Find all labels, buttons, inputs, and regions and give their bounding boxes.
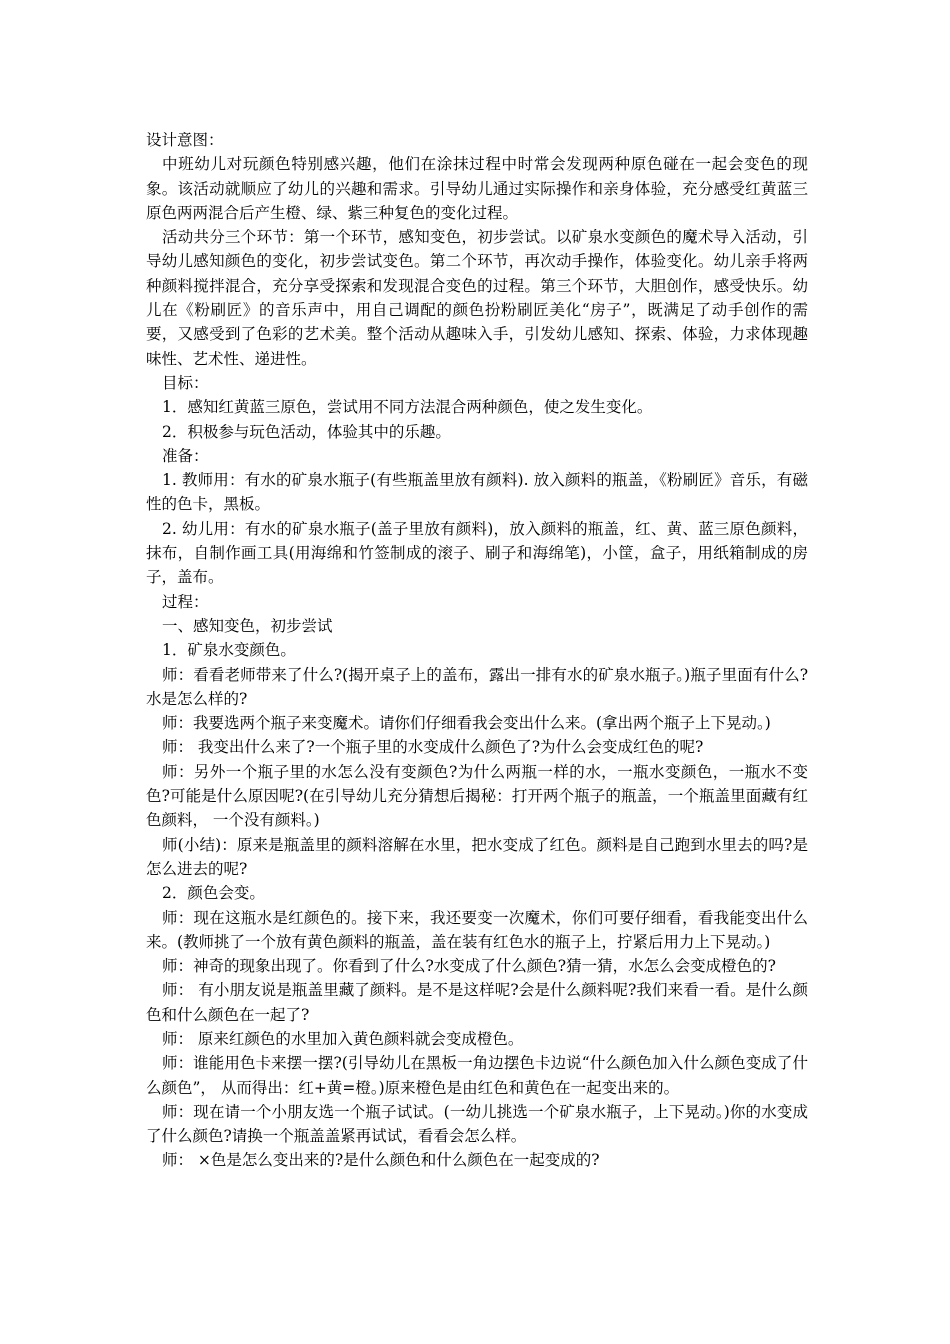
paragraph-goals-heading: 目标： bbox=[162, 373, 209, 392]
paragraph-design-intent-1: 中班幼儿对玩颜色特别感兴趣，他们在涂抹过程中时常会发现两种原色碰在一起会变色的现象。该活动就顺应了幼儿的兴趣和需求。引导幼儿通过实际操作和亲身体验，充分感受红黄蓝三原色两两混合后产生橙、绿、紫三种复色的变化过程。 bbox=[146, 155, 808, 222]
paragraph-dialogue-1: 师：看看老师带来了什么?(揭开桌子上的盖布，露出一排有水的矿泉水瓶子。)瓶子里面有什么?水是怎么样的? bbox=[146, 665, 808, 708]
paragraph-dialogue-4: 师：另外一个瓶子里的水怎么没有变颜色?为什么两瓶一样的水，一瓶水变颜色，一瓶水不变色?可能是什么原因呢?(在引导幼儿充分猜想后揭秘：打开两个瓶子的瓶盖，一个瓶盖里面藏有红色颜料， 一个没有颜料。) bbox=[146, 762, 808, 830]
paragraph-preparation-teacher: 1. 教师用：有水的矿泉水瓶子(有些瓶盖里放有颜料). 放入颜料的瓶盖，《粉刷匠》音乐，有磁性的色卡，黑板。 bbox=[146, 471, 808, 514]
paragraph-preparation-heading: 准备： bbox=[162, 446, 209, 465]
paragraph-step-2-heading: 2．颜色会变。 bbox=[162, 884, 265, 903]
paragraph-goal-2: 2．积极参与玩色活动，体验其中的乐趣。 bbox=[162, 422, 451, 441]
paragraph-dialogue-8: 师： 原来红颜色的水里加入黄色颜料就会变成橙色。 bbox=[162, 1029, 524, 1048]
paragraph-dialogue-10: 师：现在请一个小朋友选一个瓶子试试。(一幼儿挑选一个矿泉水瓶子，上下晃动。)你的水变成了什么颜色?请换一个瓶盖盖紧再试试，看看会怎么样。 bbox=[146, 1102, 808, 1146]
paragraph-dialogue-6: 师：神奇的现象出现了。你看到了什么?水变成了什么颜色?猜一猜，水怎么会变成橙色的? bbox=[162, 957, 776, 976]
paragraph-process-heading: 过程： bbox=[162, 592, 209, 611]
paragraph-step-1-heading: 1．矿泉水变颜色。 bbox=[162, 641, 296, 660]
paragraph-section-1-heading: 一、感知变色，初步尝试 bbox=[162, 616, 333, 635]
paragraph-dialogue-summary: 师(小结)：原来是瓶盖里的颜料溶解在水里，把水变成了红色。颜料是自己跑到水里去的吗?是怎么进去的呢? bbox=[146, 835, 808, 878]
paragraph-dialogue-9: 师：谁能用色卡来摆一摆?(引导幼儿在黑板一角边摆色卡边说“什么颜色加入什么颜色变成了什么颜色”， 从而得出：红+黄=橙。)原来橙色是由红色和黄色在一起变出来的。 bbox=[146, 1054, 808, 1097]
paragraph-dialogue-2: 师：我要选两个瓶子来变魔术。请你们仔细看我会变出什么来。(拿出两个瓶子上下晃动。) bbox=[162, 714, 771, 733]
paragraph-dialogue-3: 师： 我变出什么来了?一个瓶子里的水变成什么颜色了?为什么会变成红色的呢? bbox=[162, 738, 704, 757]
paragraph-dialogue-11: 师： ×色是怎么变出来的?是什么颜色和什么颜色在一起变成的? bbox=[162, 1151, 600, 1170]
paragraph-design-intent-2: 活动共分三个环节：第一个环节，感知变色，初步尝试。以矿泉水变颜色的魔术导入活动，引导幼儿感知颜色的变化，初步尝试变色。第二个环节，再次动手操作，体验变化。幼儿亲手将两种颜料搅拌混合，充分享受探索和发现混合变色的过程。第三个环节，大胆创作，感受快乐。幼儿在《粉刷匠》的音乐声中，用自己调配的颜色扮粉刷匠美化“房子”，既满足了动手创作的需要，又感受到了色彩的艺术美。整个活动从趣味入手，引发幼儿感知、探索、体验，力求体现趣味性、艺术性、递进性。 bbox=[146, 228, 808, 368]
paragraph-dialogue-5: 师：现在这瓶水是红颜色的。接下来，我还要变一次魔术，你们可要仔细看，看我能变出什么来。(教师挑了一个放有黄色颜料的瓶盖，盖在装有红色水的瓶子上，拧紧后用力上下晃动。) bbox=[146, 908, 808, 951]
paragraph-design-intent-heading: 设计意图： bbox=[146, 131, 224, 149]
paragraph-preparation-children: 2. 幼儿用：有水的矿泉水瓶子(盖子里放有颜料)，放入颜料的瓶盖，红、黄、蓝三原色颜料，抹布，自制作画工具(用海绵和竹签制成的滚子、刷子和海绵笔)，小筐，盒子，用纸箱制成的房子，盖布。 bbox=[146, 519, 808, 587]
document-page bbox=[146, 128, 808, 1173]
paragraph-dialogue-7: 师： 有小朋友说是瓶盖里藏了颜料。是不是这样呢?会是什么颜料呢?我们来看一看。是什么颜色和什么颜色在一起了? bbox=[146, 981, 808, 1024]
paragraph-goal-1: 1．感知红黄蓝三原色，尝试用不同方法混合两种颜色，使之发生变化。 bbox=[162, 398, 653, 417]
